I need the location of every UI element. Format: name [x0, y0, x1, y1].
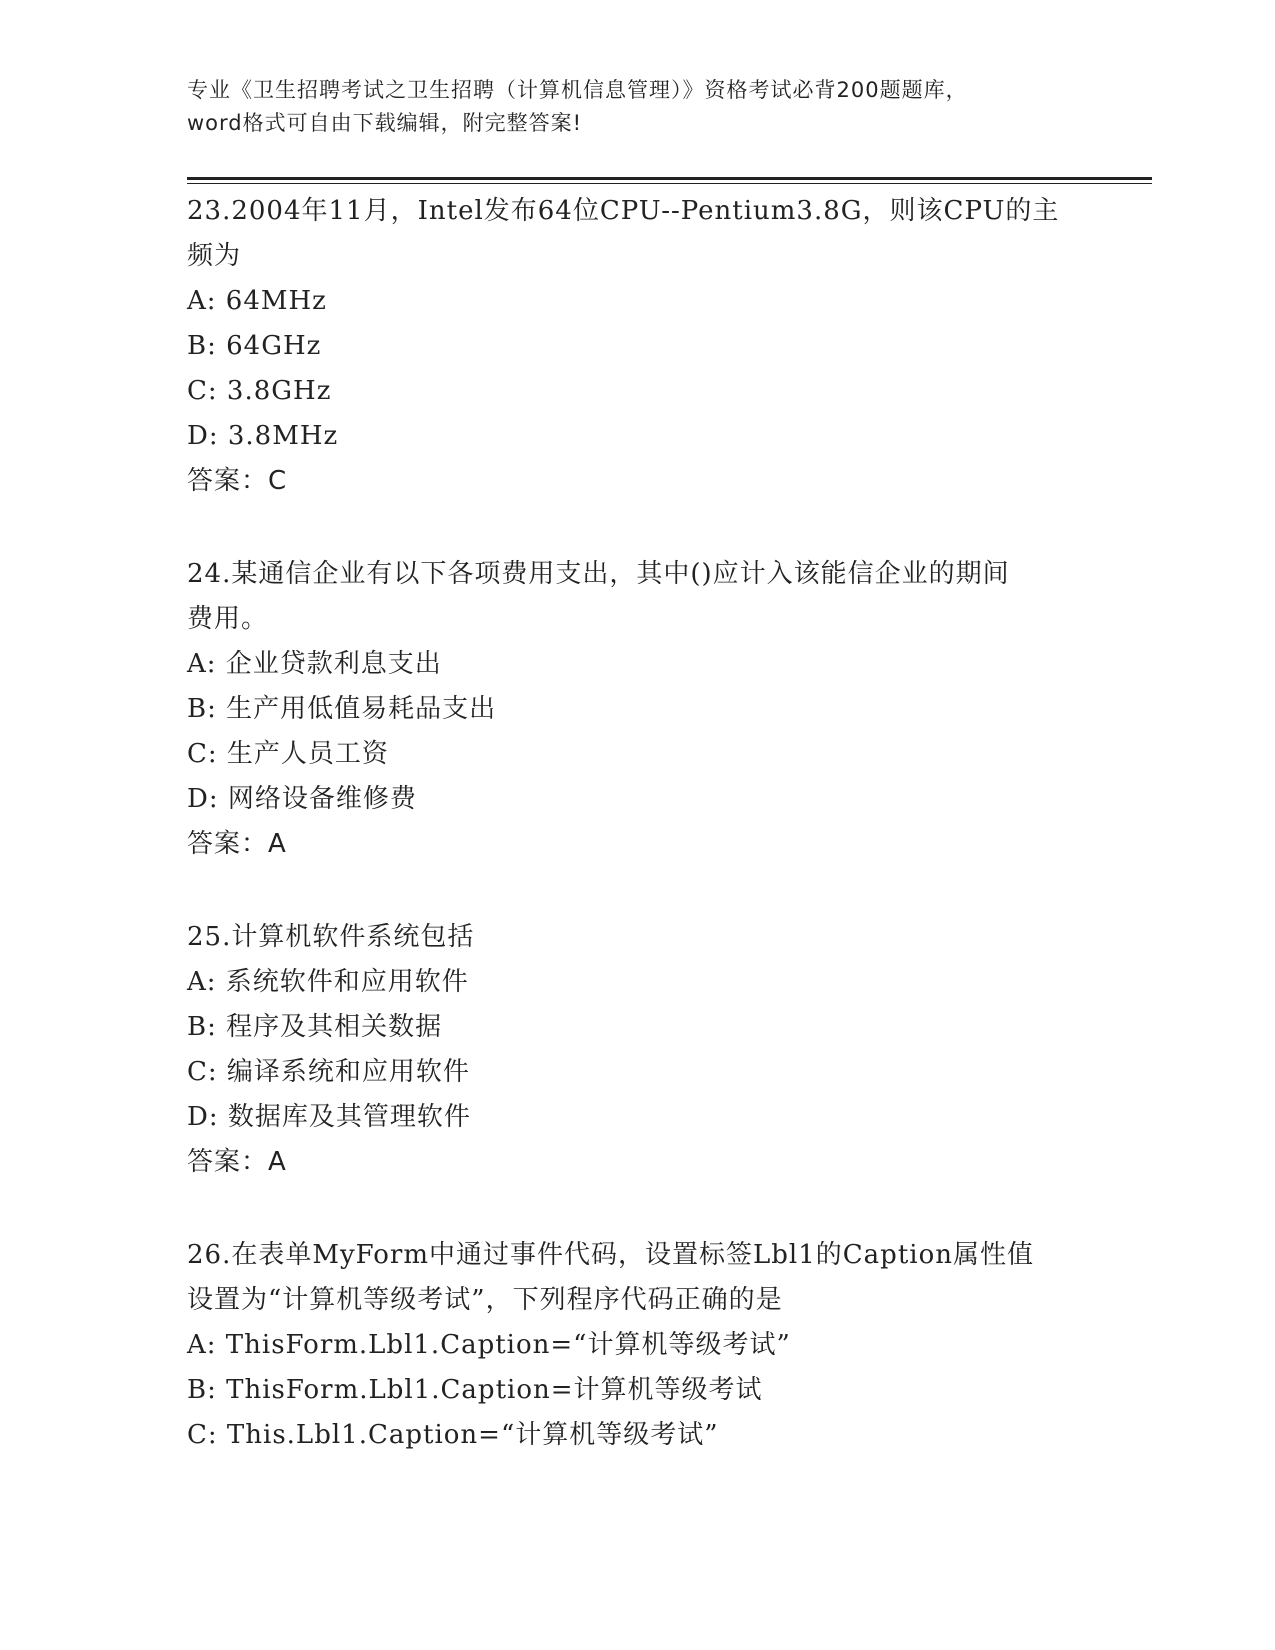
option-a: A: 64MHz	[187, 286, 327, 316]
answer-label: 答案：A	[187, 829, 287, 859]
option-d: D: 3.8MHz	[187, 421, 339, 451]
document-header	[187, 74, 1087, 140]
question-stem-continued: 频为	[187, 241, 242, 271]
option-d: D: 数据库及其管理软件	[187, 1102, 471, 1132]
question-stem: 24.某通信企业有以下各项费用支出，其中()应计入该能信企业的期间	[187, 559, 1010, 589]
option-c: C: 编译系统和应用软件	[187, 1057, 470, 1087]
option-c: C: 生产人员工资	[187, 739, 389, 769]
header-divider-thick	[187, 177, 1152, 180]
header-line-2: word格式可自由下载编辑，附完整答案!	[187, 111, 583, 135]
answer-label: 答案：C	[187, 466, 288, 496]
option-b: B: ThisForm.Lbl1.Caption=计算机等级考试	[187, 1375, 763, 1405]
option-b: B: 64GHz	[187, 331, 322, 361]
option-a: A: ThisForm.Lbl1.Caption=“计算机等级考试”	[187, 1330, 791, 1360]
question-stem: 26.在表单MyForm中通过事件代码，设置标签Lbl1的Caption属性值	[187, 1240, 1034, 1270]
question-stem-continued: 设置为“计算机等级考试”，下列程序代码正确的是	[187, 1285, 783, 1315]
question-23	[187, 189, 1087, 504]
question-stem-continued: 费用。	[187, 604, 269, 634]
question-list	[187, 189, 1087, 1506]
question-25	[187, 915, 1087, 1185]
header-line-1: 专业《卫生招聘考试之卫生招聘（计算机信息管理）》资格考试必背200题题库，	[187, 78, 968, 102]
option-c: C: 3.8GHz	[187, 376, 332, 406]
option-d: D: 网络设备维修费	[187, 784, 417, 814]
option-b: B: 生产用低值易耗品支出	[187, 694, 497, 724]
question-24	[187, 552, 1087, 867]
option-c: C: This.Lbl1.Caption=“计算机等级考试”	[187, 1420, 719, 1450]
option-a: A: 系统软件和应用软件	[187, 967, 469, 997]
question-stem: 25.计算机软件系统包括	[187, 922, 475, 952]
question-26	[187, 1233, 1087, 1458]
question-stem: 23.2004年11月，Intel发布64位CPU--Pentium3.8G，则该CPU的主	[187, 196, 1060, 226]
option-b: B: 程序及其相关数据	[187, 1012, 443, 1042]
answer-label: 答案：A	[187, 1147, 287, 1177]
option-a: A: 企业贷款利息支出	[187, 649, 442, 679]
header-divider-thin	[187, 183, 1152, 184]
